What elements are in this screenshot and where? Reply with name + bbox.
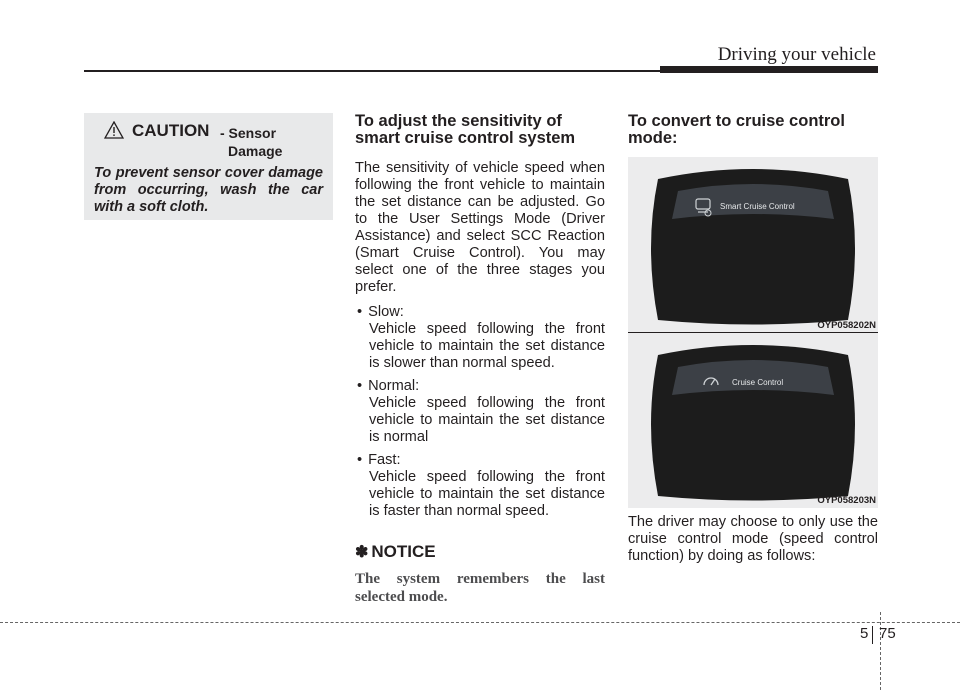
option-fast [355,452,605,520]
option-label: • Normal: [355,378,605,395]
sensitivity-options [355,304,605,520]
caution-box [84,113,333,220]
footer-rule [0,622,960,623]
footer-crop-mark [880,612,881,690]
figure-smart-cruise [628,157,878,332]
chapter-number: 5 [860,625,869,642]
notice-symbol-icon: ✽ [355,544,369,561]
header-rule-bold [660,66,878,73]
option-description: Vehicle speed following the front vehicle to maintain the set distance is faster than normal speed. [369,469,605,519]
sensitivity-intro: The sensitivity of vehicle speed when following the front vehicle to maintain the set distance can be adjusted. Go to the User Settings Mode (Driver Assistance) and select SCC Reaction (Smart Cruise Control). You may select one of the three stages you prefer. [355,160,605,295]
figure-code: OYP058203N [817,495,876,506]
figure-cruise [628,333,878,508]
screen-text: Cruise Control [732,378,784,387]
page-number-divider [872,626,873,644]
sensitivity-heading: To adjust the sensitivity of smart cruise control system [355,112,576,147]
sensitivity-section [355,113,605,606]
warning-triangle-icon [104,121,124,139]
header-rule [84,70,660,72]
page-number: 75 [879,625,896,642]
notice-text: The system remembers the last selected mode. [355,571,605,605]
caution-subject [220,124,300,160]
cluster-display-illustration [628,157,878,332]
option-normal [355,378,605,446]
caution-text: To prevent sensor cover damage from occurring, wash the car with a soft cloth. [94,165,323,215]
caution-subject-line2: Damage [228,143,283,159]
convert-text: The driver may choose to only use the cruise control mode (speed control function) by doing as follows: [628,514,878,564]
convert-section [628,113,878,160]
figure-code: OYP058202N [817,320,876,331]
caution-subject-line1: - Sensor [220,125,277,141]
option-description: Vehicle speed following the front vehicle to maintain the set distance is slower than normal speed. [369,321,605,371]
notice-title: NOTICE [371,542,436,561]
caution-header [94,121,323,163]
convert-heading: To convert to cruise control mode: [628,112,845,147]
running-header: Driving your vehicle [717,44,876,65]
option-label: • Fast: [355,452,605,469]
caution-label: CAUTION [132,121,210,140]
screen-text: Smart Cruise Control [720,202,795,211]
option-label: • Slow: [355,304,605,321]
cluster-display-illustration [628,333,878,508]
option-slow [355,304,605,372]
option-description: Vehicle speed following the front vehicle to maintain the set distance is normal [369,395,605,445]
notice-heading [355,542,605,562]
